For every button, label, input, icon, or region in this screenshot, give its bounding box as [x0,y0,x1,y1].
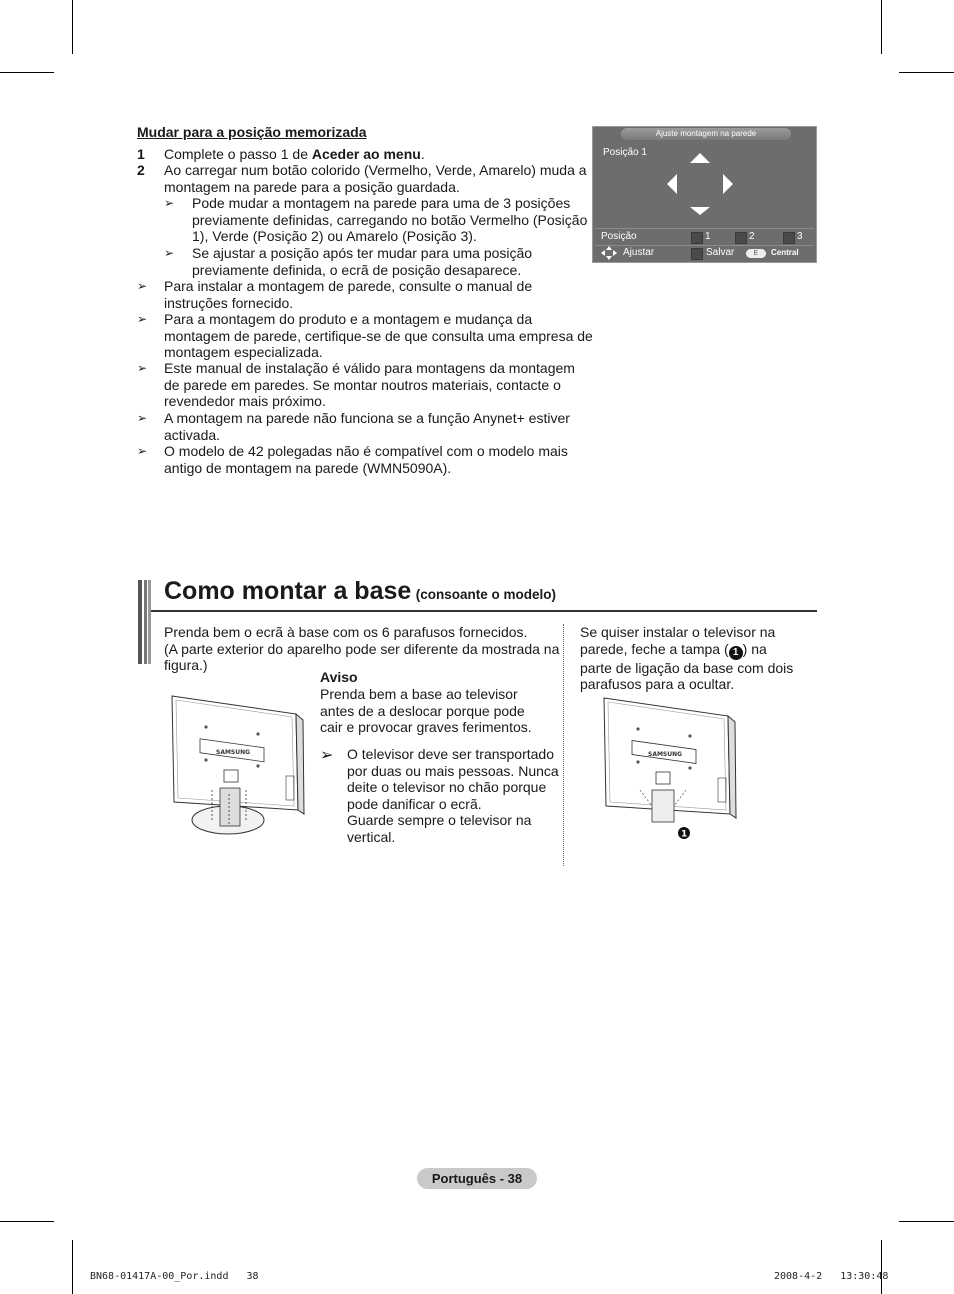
tv-back-with-stand-illustration [166,690,311,840]
section-heading: Mudar para a posição memorizada [137,124,367,140]
blue-button-icon [691,248,703,260]
crop-mark [0,72,54,73]
text-line: Prenda bem o ecrã à base com os 6 parafusos fornecidos. [164,624,528,640]
e-key-icon: E [746,249,766,258]
warning-heading: Aviso [320,669,358,685]
text-line: 1), Verde (Posição 2) ou Amarelo (Posição 3). [192,228,477,244]
sub-note [192,195,587,245]
text-line: Se quiser instalar o televisor na [580,624,776,640]
crop-mark [881,1240,882,1294]
move-icon [601,246,617,260]
note [164,360,575,410]
red-button-icon [691,232,703,244]
samsung-logo: SAMSUNG [648,751,683,758]
note [164,278,532,311]
position-2: 2 [749,231,755,242]
text-line: de parede em paredes. Se montar noutros materiais, contacte o [164,376,561,393]
text-line: O modelo de 42 polegadas não é compatível com o modelo mais [164,443,568,459]
text-line: figura.) [164,657,208,673]
osd-adjust: Ajustar [623,247,655,258]
step-number: 1 [137,146,145,162]
text-line: activada. [164,426,221,443]
osd-position-label: Posição 1 [603,147,647,158]
osd-divider [595,228,814,229]
arrow-bullet-icon: ➢ [164,246,175,260]
text-line: (A parte exterior do aparelho pode ser diferente da mostrada na [164,640,560,657]
position-1: 1 [705,231,711,242]
step-text [164,162,587,195]
text-line: antes de a deslocar porque pode [320,702,525,719]
text-line: instruções fornecido. [164,294,294,311]
text-line: deite o televisor no chão porque [347,779,547,795]
text-line: montagem na parede para a posição guardada. [164,178,460,195]
text-line: O televisor deve ser transportado [347,746,554,762]
page-number-badge: Português - 38 [417,1168,537,1189]
right-column-text [580,624,793,693]
tv-back-with-cover-illustration [600,694,745,844]
text-line: montagem de parede, certifique-se de que consulta uma empresa de [164,327,593,344]
text-line: antigo de montagem na parede (WMN5090A). [164,459,452,476]
menu-reference: Aceder ao menu [311,146,421,162]
note [164,443,568,476]
transport-note [347,746,559,845]
arrow-bullet-icon: ➢ [137,411,148,425]
samsung-logo: SAMSUNG [216,749,251,756]
arrow-bullet-icon: ➢ [164,196,175,210]
text-line: montagem especializada. [164,344,323,360]
green-button-icon [735,232,747,244]
title-bar-decoration [138,580,151,664]
arrow-bullet-icon: ➢ [137,279,148,293]
title-note: (consoante o modelo) [415,587,556,602]
arrow-bullet-icon: ➢ [137,361,148,375]
step-number: 2 [137,162,145,178]
title-underline [151,610,817,612]
text-line: Ao carregar num botão colorido (Vermelho, Verde, Amarelo) muda a [164,162,587,178]
osd-title: Ajuste montagem na parede [621,128,791,140]
arrow-bullet-icon: ➢ [137,312,148,326]
yellow-button-icon [783,232,795,244]
text-line: Prenda bem a base ao televisor [320,686,518,702]
text-line [580,641,793,660]
osd-center: Central [771,248,799,257]
osd-divider [595,245,814,246]
step-text-part: Complete o passo 1 de [164,146,312,162]
text-line: vertical. [347,828,396,845]
section-title [164,577,556,606]
note [164,410,570,443]
text-part: parede, feche a tampa ( [580,640,729,657]
sub-note [192,245,532,278]
text-line: pode danificar o ecrã. [347,795,482,812]
text-line: por duas ou mais pessoas. Nunca [347,762,559,779]
osd-row-label: Posição [601,231,637,242]
marker-label: 1 [681,829,688,840]
crop-mark [881,0,882,54]
step-text-part: . [420,146,425,162]
text-line: parte de ligação da base com dois [580,659,794,676]
arrow-bullet-icon: ➢ [320,747,334,764]
print-date: 2008-4-2 13:30:48 [774,1271,889,1282]
crop-mark [72,1240,73,1294]
text-line: previamente definidas, carregando no botão Vermelho (Posição [192,211,588,228]
step-text [164,146,425,163]
text-line: revendedor mais próximo. [164,393,326,409]
text-line: previamente definida, o ecrã de posição desaparece. [192,261,522,278]
text-line: Para instalar a montagem de parede, consulte o manual de [164,278,533,294]
direction-arrows-icon [663,147,743,219]
text-part: ) na [742,640,767,657]
text-line: A montagem na parede não funciona se a função Anynet+ estiver [164,410,570,426]
note [164,311,593,361]
text-line: Para a montagem do produto e a montagem e mudança da [164,311,533,327]
file-name: BN68-01417A-00_Por.indd 38 [90,1271,259,1282]
text-line: Se ajustar a posição após ter mudar para uma posição [192,245,533,261]
crop-mark [899,72,954,73]
crop-mark [72,0,73,54]
page-title: Como montar a base [164,577,412,605]
text-line: Este manual de instalação é válido para montagens da montagem [164,360,575,376]
column-divider [563,624,564,866]
crop-mark [0,1221,54,1222]
wall-mount-osd [592,126,817,263]
intro-text [164,624,559,674]
marker-1-icon: 1 [729,646,743,660]
arrow-bullet-icon: ➢ [137,444,148,458]
position-3: 3 [797,231,803,242]
text-line: Guarde sempre o televisor na [347,812,532,828]
text-line: Pode mudar a montagem na parede para uma de 3 posições [192,195,571,211]
text-line: parafusos para a ocultar. [580,676,735,692]
osd-save: Salvar [706,247,735,258]
text-line: cair e provocar graves ferimentos. [320,719,532,735]
warning-text [320,686,532,736]
crop-mark [899,1221,954,1222]
